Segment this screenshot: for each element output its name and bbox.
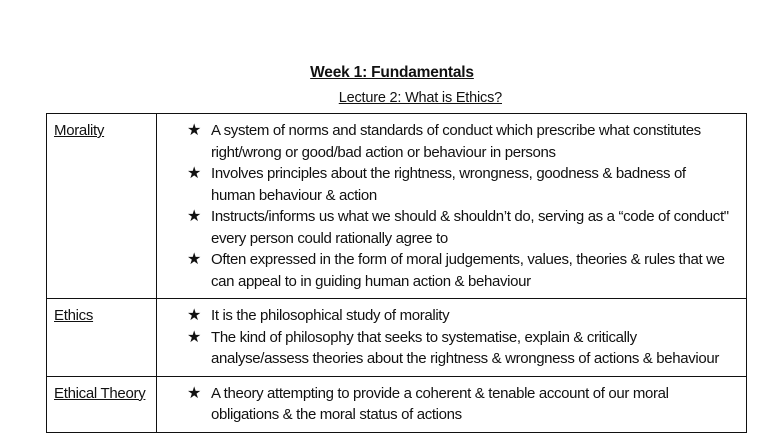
bullet-list <box>187 120 732 292</box>
list-item <box>187 163 732 206</box>
term-label: Morality <box>54 122 105 139</box>
star-icon: ★ <box>187 165 201 182</box>
table-row <box>47 376 747 432</box>
bullet-text: It is the philosophical study of morality <box>211 307 450 324</box>
star-icon: ★ <box>187 307 201 324</box>
page-subtitle: Lecture 2: What is Ethics? <box>338 90 502 106</box>
term-cell <box>47 376 157 432</box>
list-item <box>187 305 732 327</box>
bullet-list <box>187 305 732 370</box>
definition-cell <box>157 376 747 432</box>
star-icon: ★ <box>187 384 201 402</box>
definitions-table <box>46 113 747 433</box>
bullet-text: A theory attempting to provide a coherent & tenable account of our moral obligations & the moral status of actions <box>211 384 669 423</box>
definition-cell <box>157 114 747 299</box>
term-cell <box>47 114 157 299</box>
bullet-text: A system of norms and standards of conduct which prescribe what constitutes right/wrong or good/bad action or behaviour in persons <box>211 122 701 161</box>
star-icon: ★ <box>187 251 201 268</box>
list-item <box>187 206 732 249</box>
list-item <box>187 327 732 370</box>
bullet-list <box>187 383 732 426</box>
definition-cell <box>157 299 747 377</box>
table-row <box>47 299 747 377</box>
page-title: Week 1: Fundamentals <box>310 64 474 81</box>
term-label: Ethical Theory <box>54 384 146 402</box>
star-icon: ★ <box>187 328 201 346</box>
term-label: Ethics <box>54 307 94 324</box>
bullet-text: Instructs/informs us what we should & shouldn’t do, serving as a “code of conduct" every person could rationally agree to <box>211 208 729 247</box>
term-cell <box>47 299 157 377</box>
bullet-text: Often expressed in the form of moral judgements, values, theories & rules that we can appeal to in guiding human action & behaviour <box>211 251 725 290</box>
table-row <box>47 114 747 299</box>
star-icon: ★ <box>187 208 201 225</box>
list-item <box>187 120 732 163</box>
list-item <box>187 383 732 426</box>
list-item <box>187 249 732 292</box>
bullet-text: Involves principles about the rightness, wrongness, goodness & badness of human behaviour & action <box>211 165 686 204</box>
bullet-text: The kind of philosophy that seeks to systematise, explain & critically analyse/assess theories about the rightness & wrongness of actions & behaviour <box>211 328 720 367</box>
star-icon: ★ <box>187 122 201 139</box>
